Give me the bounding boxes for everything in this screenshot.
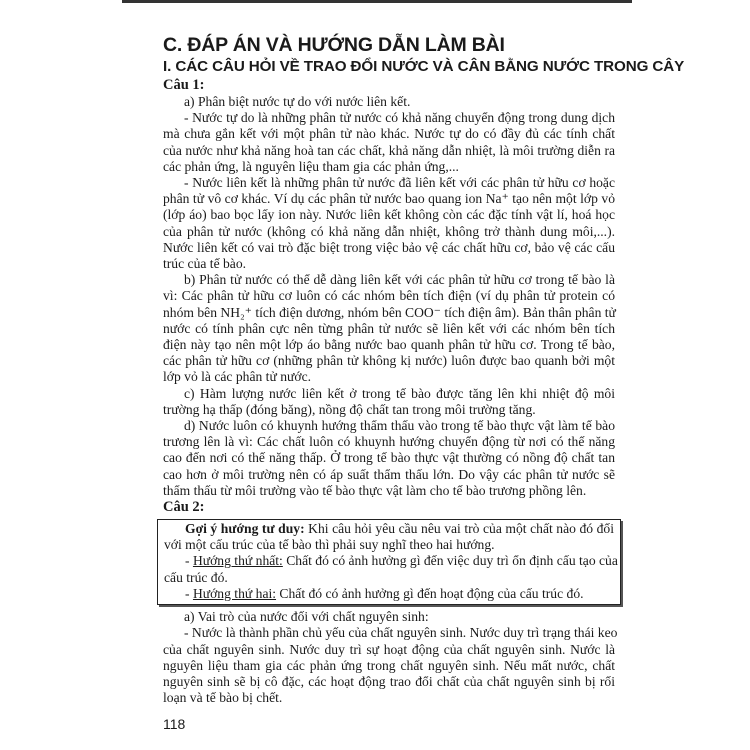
paragraph	[163, 175, 615, 272]
line-prefix: -	[185, 585, 193, 601]
direction-label: Hướng thứ hai:	[192, 585, 277, 601]
text-line: nguyên liệu tham gia các phản ứng trong chất nguyên sinh. Nếu mất nước, chất	[163, 657, 615, 673]
hint-text: cấu trúc đó.	[164, 569, 228, 585]
paragraph	[163, 625, 618, 706]
text-line: nhóm bên NH₂⁺ tích điện dương, nhóm bên COO⁻ tích điện âm). Bản thân phân tử	[163, 304, 616, 320]
paragraph	[163, 609, 615, 625]
paragraph	[163, 272, 615, 385]
text-line: phân tử vô cơ khác. Ví dụ các phân tử nước bao quang ion Na⁺ tạo nên một lớp vỏ	[163, 191, 615, 207]
hint-line	[164, 570, 614, 586]
text-line: a) Phân biệt nước tự do với nước liên kết.	[184, 94, 411, 109]
question-label: Câu 1:	[163, 77, 205, 93]
text-line: c) Hàm lượng nước liên kết ở trong tế bào được tăng lên khi nhiệt độ môi	[184, 385, 615, 401]
text-line: b) Phân tử nước có thể dễ dàng liên kết với các phân tử hữu cơ trong tế bào là	[184, 272, 615, 288]
text-line: vì: Các phân tử hữu cơ luôn có các nhóm bên tích điện (ví dụ phân tử protein có	[163, 288, 615, 304]
scan-page-edge	[122, 0, 632, 3]
hint-line	[164, 537, 614, 553]
text-line: lớp vỏ là các phân tử nước.	[163, 369, 312, 385]
text-line: loạn và tế bào bị chết.	[163, 690, 283, 706]
paragraph	[163, 386, 615, 418]
text-line: cao đến nơi có thế năng thấp. Ở trong tế bào thực vật thường có nồng độ chất tan	[163, 450, 615, 466]
hint-text: với một cấu trúc của tế bào thì phải suy nghĩ theo hai hướng.	[164, 537, 495, 553]
text-line: của chất nguyên sinh. Nước duy trì sự hoạt động của chất nguyên sinh. Nước là	[163, 641, 615, 657]
section-title: C. ĐÁP ÁN VÀ HƯỚNG DẪN LÀM BÀI	[163, 34, 505, 56]
text-line: của nước như khả năng hoà tan các chất, khả năng dẫn nhiệt, là môi trường diễn ra	[163, 142, 615, 158]
text-line: trương lên là vì: Các chất luôn có khuynh hướng chuyển động từ nơi có thế năng	[163, 434, 615, 450]
text-line: a) Vai trò của nước đối với chất nguyên sinh:	[184, 609, 429, 625]
paragraph	[163, 110, 615, 175]
text-line: (lớp áo) bao bọc lấy ion này. Nước liên kết không còn các đặc tính vật lí, hoá học	[163, 207, 615, 223]
text-line: trúc của tế bào.	[163, 256, 247, 272]
text-line: của phân tử nước (không có khả năng dẫn nhiệt, không trở thành dung môi,...).	[163, 223, 615, 239]
text-line: nước có tính phân cực nên từng phân tử nước sẽ liên kết với các nhóm bên tích	[163, 320, 615, 336]
text-line: - Nước tự do là những phân tử nước có khả năng chuyển động trong dung dịch	[184, 110, 615, 126]
text-line: - Nước là thành phần chủ yếu của chất nguyên sinh. Nước duy trì trạng thái keo	[184, 625, 618, 641]
text-line: các phân tử hữu cơ (những phân tử không kị nước) luôn được bao quanh bởi một	[163, 353, 615, 369]
text-line: d) Nước luôn có khuynh hướng thẩm thấu vào trong tế bào thực vật làm tế bào	[184, 418, 615, 434]
text-line: thẩm thấu từ môi trường vào tế bào thực vật làm cho tế bào trương phồng lên.	[163, 482, 587, 498]
text-line: mà chưa gắn kết với một phân tử nào khác. Nước tự do có đầy đủ các tính chất	[163, 126, 615, 142]
hint-lead: Gợi ý hướng tư duy:	[185, 521, 305, 537]
hint-text: Chất đó có ảnh hưởng gì đến việc duy trì ổn định cấu tạo của	[282, 553, 618, 569]
text-line: - Nước liên kết là những phân tử nước đã liên kết với các phân tử hữu cơ hoặc	[184, 175, 615, 191]
hint-box	[157, 519, 621, 605]
text-line: các phản ứng, là nguyên liệu tham gia các phản ứng,...	[163, 158, 459, 174]
text-line: nguyên sinh sẽ bị cô đặc, các hoạt động trao đổi chất của chất nguyên sinh bị rối	[163, 673, 615, 689]
question-label: Câu 2:	[163, 499, 205, 516]
text-line: trường hạ thấp (đóng băng), nồng độ chất tan trong môi trường tăng.	[163, 401, 536, 417]
direction-label: Hướng thứ nhất:	[192, 553, 283, 569]
subsection-title: I. CÁC CÂU HỎI VỀ TRAO ĐỔI NƯỚC VÀ CÂN BẰNG NƯỚC TRONG CÂY	[163, 58, 685, 75]
hint-line	[164, 521, 614, 537]
book-page	[163, 33, 685, 733]
hint-text: Khi câu hỏi yêu cầu nêu vai trò của một chất nào đó đối	[304, 521, 614, 537]
hint-text: Chất đó có ảnh hưởng gì đến hoạt động của cấu trúc đó.	[276, 585, 584, 601]
paragraph	[163, 94, 615, 110]
text-line: cao hơn ở môi trường nên có áp suất thẩm thấu lớn. Do vậy các phân tử nước sẽ	[163, 466, 615, 482]
line-prefix: -	[185, 553, 193, 569]
hint-line	[164, 553, 618, 569]
text-line: Nước liên kết có vai trò đặc biệt trong việc bảo vệ các chất hữu cơ, bảo vệ các cấu	[163, 239, 615, 255]
hint-line	[164, 586, 614, 602]
page-number: 118	[163, 716, 186, 733]
page-content	[163, 77, 618, 706]
paragraph	[163, 418, 615, 499]
text-line: điện này tạo nên một lớp áo bằng nước bao quanh phân tử hữu cơ. Trong tế bào,	[163, 337, 615, 353]
